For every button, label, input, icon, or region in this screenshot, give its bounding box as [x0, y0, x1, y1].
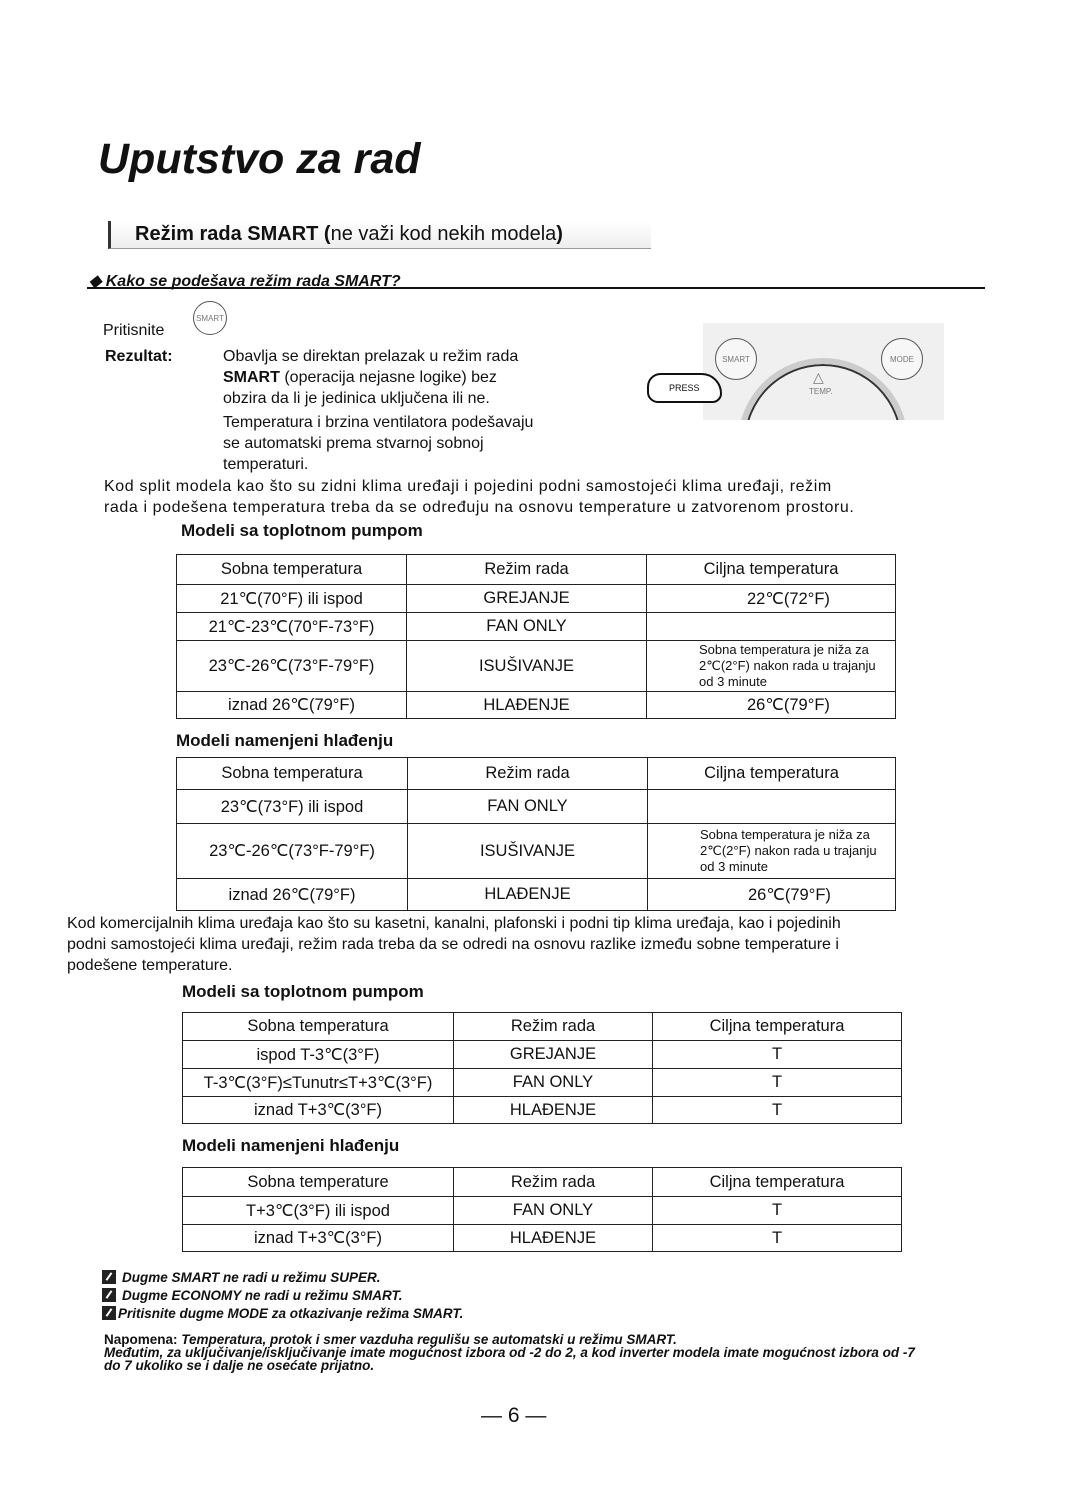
table-cell: HLAĐENJE: [408, 879, 648, 911]
remote-smart-button: SMART: [715, 338, 757, 380]
table-row: [177, 824, 896, 879]
table-row: [183, 1225, 902, 1252]
table-cell: Režim rada: [408, 758, 648, 790]
text-line: podešene temperature.: [67, 957, 233, 974]
note-text: Dugme ECONOMY ne radi u režimu SMART.: [122, 1288, 403, 1303]
table-heading: Modeli namenjeni hlađenju: [182, 1136, 400, 1155]
result-text: [223, 346, 533, 475]
table-cell: T: [653, 1097, 902, 1124]
table-row: [177, 692, 896, 719]
section-header: [108, 221, 651, 249]
howto-text: Kako se podešava režim rada SMART?: [105, 273, 401, 290]
temp-label: TEMP.: [809, 387, 833, 396]
table-cell: 23℃-26℃(73°F-79°F): [177, 641, 407, 692]
temp-line: temperaturi.: [223, 456, 309, 473]
table-header-row: [183, 1013, 902, 1041]
table-cell: FAN ONLY: [408, 790, 648, 824]
table-heading: Modeli sa toplotnom pumpom: [181, 521, 423, 540]
result-bold: SMART: [223, 369, 280, 386]
checkmark-icon: [102, 1270, 116, 1284]
checkmark-icon: [102, 1306, 116, 1320]
temp-line: se automatski prema stvarnoj sobnoj: [223, 435, 484, 452]
table-cell: Ciljna temperatura: [653, 1013, 902, 1041]
text-line: Kod split modela kao što su zidni klima uređaji i pojedini podni samostojeći klima uređaji, režim: [104, 478, 832, 495]
howto-heading: ◆ Kako se podešava režim rada SMART?: [87, 271, 985, 289]
table-cell: Sobna temperatura: [177, 555, 407, 585]
table-cell: [648, 790, 896, 824]
table-cell: [647, 613, 896, 641]
napomena-line: Međutim, za uključivanje/isključivanje imate mogućnost izbora od -2 do 2, a kod inverter modela imate mogućnost izbora od -7: [104, 1345, 915, 1360]
result-label: Rezultat:: [105, 348, 173, 365]
table-heading: Modeli namenjeni hlađenju: [176, 731, 394, 750]
table-row: [177, 641, 896, 692]
table-cell: 22℃(72°F): [647, 585, 896, 613]
table-row: [177, 613, 896, 641]
split-text: [104, 476, 854, 518]
table-cell: 21℃(70°F) ili ispod: [177, 585, 407, 613]
table-cell: GREJANJE: [407, 585, 647, 613]
table-cell: ispod T-3℃(3°F): [183, 1041, 454, 1069]
table-row: [183, 1069, 902, 1097]
table-cell: HLAĐENJE: [454, 1225, 653, 1252]
table-cell: HLAĐENJE: [454, 1097, 653, 1124]
note-text: Dugme SMART ne radi u režimu SUPER.: [122, 1270, 381, 1285]
table-cell: iznad T+3℃(3°F): [183, 1097, 454, 1124]
press-label: Pritisnite: [103, 322, 165, 339]
napomena-label: Napomena:: [104, 1332, 178, 1347]
remote-illustration: [643, 323, 944, 420]
table-cell: GREJANJE: [454, 1041, 653, 1069]
napomena-line: do 7 ukoliko se i dalje ne osećate prijatno.: [104, 1358, 375, 1373]
section-close: ): [556, 223, 563, 245]
temp-up-icon: △: [813, 369, 824, 385]
table-cell: iznad 26℃(79°F): [177, 879, 408, 911]
table-row: [177, 790, 896, 824]
table-cell: iznad 26℃(79°F): [177, 692, 407, 719]
table-row: [183, 1041, 902, 1069]
text-line: rada i podešena temperatura treba da se određuju na osnovu temperature u zatvorenom prostoru.: [104, 499, 855, 516]
note-text: Pritisnite dugme MODE za otkazivanje režima SMART.: [118, 1306, 464, 1321]
result-rest: (operacija nejasne logike) bez: [279, 369, 497, 386]
section-title: Režim rada SMART (: [135, 223, 331, 245]
note-item: [102, 1305, 463, 1323]
table-cell: T: [653, 1069, 902, 1097]
table-cell: 23℃(73°F) ili ispod: [177, 790, 408, 824]
mode-table: [176, 554, 896, 719]
table-cell: FAN ONLY: [407, 613, 647, 641]
table-cell: T: [653, 1225, 902, 1252]
remote-mode-button: MODE: [881, 338, 923, 380]
table-cell: ISUŠIVANJE: [408, 824, 648, 879]
table-row: [183, 1197, 902, 1225]
table-cell: Ciljna temperatura: [648, 758, 896, 790]
table-cell: Režim rada: [407, 555, 647, 585]
table-header-row: [177, 758, 896, 790]
table-cell: T+3℃(3°F) ili ispod: [183, 1197, 454, 1225]
mode-table: [176, 757, 896, 911]
result-line: Obavlja se direktan prelazak u režim rada: [223, 348, 519, 365]
napomena-line: Temperatura, protok i smer vazduha regulišu se automatski u režimu SMART.: [181, 1332, 677, 1347]
table-cell: Režim rada: [454, 1168, 653, 1197]
table-cell: 26℃(79°F): [648, 879, 896, 911]
table-heading: Modeli sa toplotnom pumpom: [182, 982, 424, 1001]
note-item: [102, 1269, 463, 1287]
table-header-row: [183, 1168, 902, 1197]
table-cell: Sobna temperatura: [177, 758, 408, 790]
table-cell: HLAĐENJE: [407, 692, 647, 719]
table-cell: Ciljna temperatura: [647, 555, 896, 585]
table-cell: 21℃-23℃(70°F-73°F): [177, 613, 407, 641]
notes-list: [102, 1269, 463, 1323]
table-cell: T: [653, 1197, 902, 1225]
table-cell: iznad T+3℃(3°F): [183, 1225, 454, 1252]
table-cell: 23℃-26℃(73°F-79°F): [177, 824, 408, 879]
result-line: obzira da li je jedinica uključena ili ne.: [223, 390, 490, 407]
mode-table: [182, 1167, 902, 1252]
section-note: ne važi kod nekih modela: [330, 223, 557, 245]
table-cell: Ciljna temperatura: [653, 1168, 902, 1197]
table-row: [183, 1097, 902, 1124]
table-cell: Sobna temperatura: [183, 1013, 454, 1041]
table-cell: Sobna temperature: [183, 1168, 454, 1197]
table-header-row: [177, 555, 896, 585]
checkmark-icon: [102, 1288, 116, 1302]
table-row: [177, 585, 896, 613]
commercial-text: [67, 913, 841, 976]
page-number: — 6 —: [481, 1404, 547, 1427]
temp-line: Temperatura i brzina ventilatora podešavaju: [223, 414, 534, 431]
table-row: [177, 879, 896, 911]
table-cell: Sobna temperatura je niža za 2℃(2°F) nakon rada u trajanju od 3 minute: [648, 824, 896, 879]
text-line: Kod komercijalnih klima uređaja kao što su kasetni, kanalni, plafonski i podni tip klima uređaja, kao i pojedinih: [67, 915, 841, 932]
napomena: [104, 1333, 915, 1372]
page-title: Uputstvo za rad: [98, 135, 421, 183]
note-item: [102, 1287, 463, 1305]
press-hand-icon: PRESS: [647, 373, 722, 403]
mode-table: [182, 1012, 902, 1124]
smart-button-icon: SMART: [193, 301, 227, 335]
table-cell: 26℃(79°F): [647, 692, 896, 719]
result-line: [223, 367, 533, 388]
table-cell: ISUŠIVANJE: [407, 641, 647, 692]
table-cell: T: [653, 1041, 902, 1069]
table-cell: FAN ONLY: [454, 1197, 653, 1225]
table-cell: FAN ONLY: [454, 1069, 653, 1097]
table-cell: Sobna temperatura je niža za 2℃(2°F) nakon rada u trajanju od 3 minute: [647, 641, 896, 692]
table-cell: T-3℃(3°F)≤Tunutr≤T+3℃(3°F): [183, 1069, 454, 1097]
table-cell: Režim rada: [454, 1013, 653, 1041]
text-line: podni samostojeći klima uređaji, režim rada treba da se odredi na osnovu razlike između sobne temperature i: [67, 936, 839, 953]
